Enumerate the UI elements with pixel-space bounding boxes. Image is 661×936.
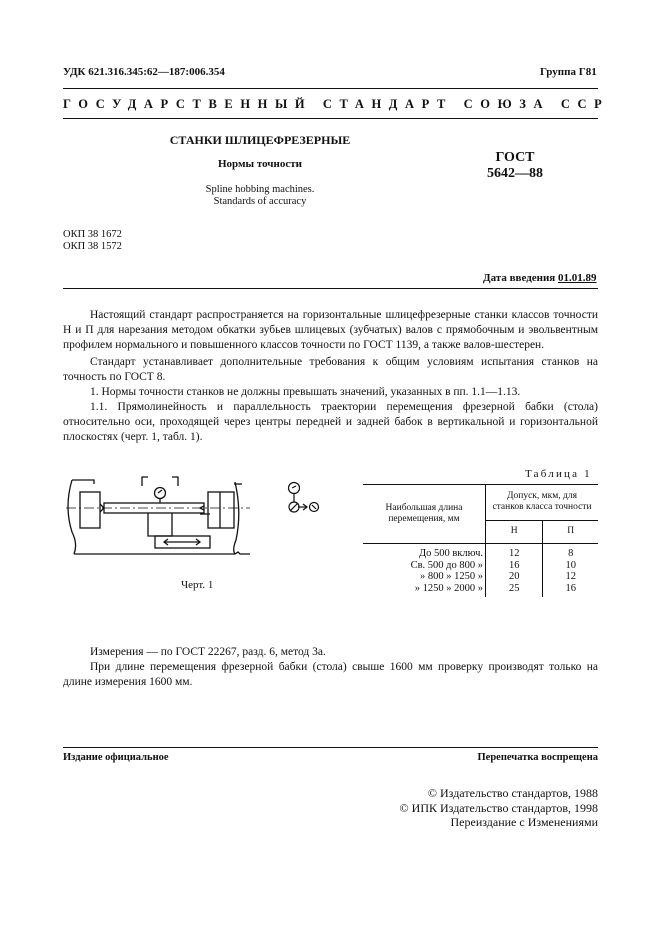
paragraph-requirements: Стандарт устанавливает дополнительные требования к общим условиям испытания станков на точность по ГОСТ 8. [63,356,598,383]
table-cell-h: 12 [486,544,543,560]
table-row [363,544,598,560]
introduction-date-value: 01.01.89 [558,272,597,284]
table-header-tolerance-line2: станков класса точности [492,502,592,513]
table-header-tolerance [486,485,599,521]
document-subtitle: Нормы точности [218,158,302,170]
table-cell-length: » 1250 » 2000 » [363,583,486,598]
table-header-class-h: Н [486,520,543,543]
table-cell-p: 16 [565,582,576,594]
okp-code-2: ОКП 38 1572 [63,241,122,252]
table-header-class-p: П [543,520,598,543]
table-cell-h: 25 [486,583,543,598]
copyright-1998: © ИПК Издательство стандартов, 1998 [399,801,598,815]
udk-code: УДК 621.316.345:62—187:006.354 [63,66,225,78]
paragraph-norms: 1. Нормы точности станков не должны превышать значений, указанных в пп. 1.1—1.13. [90,386,521,398]
table-header-tolerance-line1: Допуск, мкм, для [507,490,577,501]
official-edition: Издание официальное [63,752,169,763]
gost-number: 5642—88 [487,166,543,181]
gost-label: ГОСТ [495,150,535,165]
measurement-symbol [283,480,329,516]
paragraph-scope: Настоящий стандарт распространяется на горизонтальные шлицефрезерные станки классов точности Н и П для нарезания методом обкатки зубьев шлицевых (зубчатых) валов с прямобочным и эвольвентным профилем нормального и повышенного классов точности по ГОСТ 1139, а также валов-шестерен. [63,309,598,351]
okp-code-1: ОКП 38 1672 [63,229,122,240]
paragraph-measurement-method: Измерения — по ГОСТ 22267, разд. 6, метод 3а. [90,646,326,658]
figure-caption: Черт. 1 [181,579,214,591]
table-cell-h: 20 [486,571,543,583]
table-cell-p: 10 [565,559,576,571]
table-cell-length: До 500 включ. [363,544,486,560]
group-code: Группа Г81 [540,66,597,78]
date-rule [63,288,598,289]
banner-bottom-rule [63,118,598,119]
table-title: Таблица 1 [525,468,592,480]
introduction-date [483,272,597,284]
tolerance-table [363,484,598,597]
measurement-text-block [63,645,598,690]
banner-top-rule [63,88,598,89]
paragraph-1-1: 1.1. Прямолинейность и параллельность траектории перемещения фрезерной бабки (стола) относительно оси, проходящей через центры передней и задней бабок в вертикальной и горизонтальной плоскостях (черт. 1, табл. 1). [63,401,598,443]
english-title-line1: Spline hobbing machines. [205,184,315,195]
state-standard-title: ГОСУДАРСТВЕННЫЙ СТАНДАРТ СОЮЗА ССР [63,97,610,111]
table-cell-length: » 800 » 1250 » [363,571,486,583]
english-title-line2: Standards of accuracy [213,196,307,207]
table-row [363,560,598,572]
table-row [363,571,598,583]
paragraph-measurement-length: При длине перемещения фрезерной бабки (стола) свыше 1600 мм проверку производят только на длине измерения 1600 мм. [63,661,598,688]
table-header-length-line1: Наибольшая длина [385,502,463,513]
copyright-1988: © Издательство стандартов, 1988 [427,786,598,800]
table-cell-p: 12 [565,571,576,582]
table-header-length-line2: перемещения, мм [388,514,460,524]
table-header-length [363,485,486,544]
table-row [363,583,598,598]
body-text-block [63,308,598,445]
reprint-prohibited: Перепечатка воспрещена [477,752,598,763]
document-title: СТАНКИ ШЛИЦЕФРЕЗЕРНЫЕ [169,133,351,147]
reissue-note: Переиздание с Изменениями [450,815,598,829]
table-cell-h: 16 [486,560,543,572]
table-cell-p: 8 [568,548,574,559]
table-cell-length: Св. 500 до 800 » [363,560,486,572]
footer-rule [63,747,598,748]
introduction-date-label: Дата введения [483,272,556,284]
